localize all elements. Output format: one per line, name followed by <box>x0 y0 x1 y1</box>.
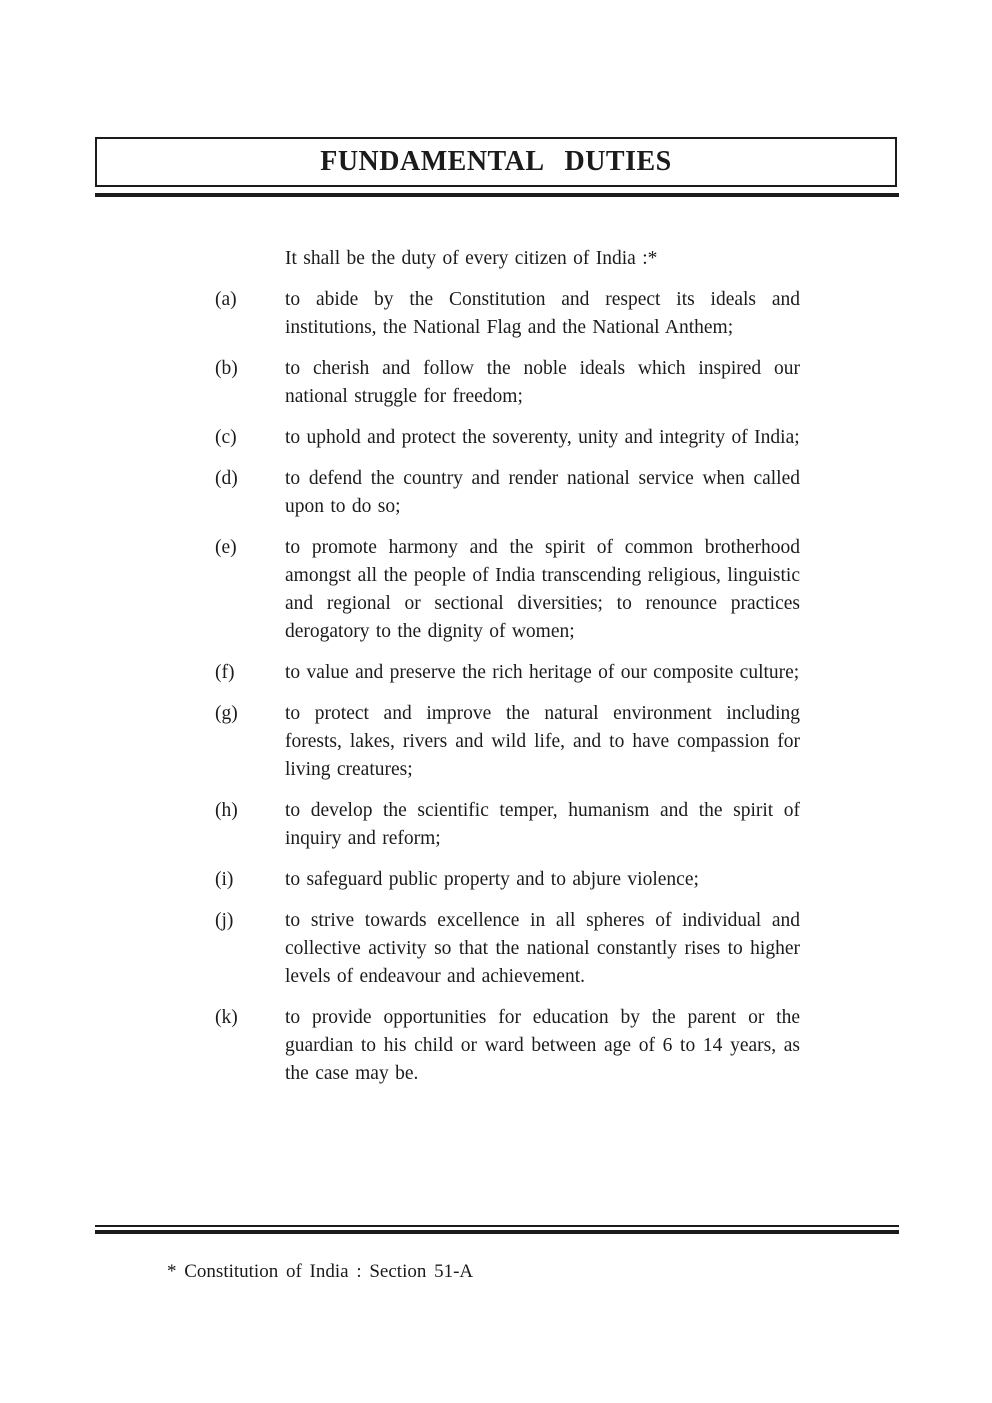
duty-text: to promote harmony and the spirit of common brotherhood amongst all the people of India transcending religious, linguistic and regional or sectional diversities; to renounce practices derogatory to the dignity of women; <box>285 537 800 642</box>
title-box <box>95 137 897 187</box>
duty-label: (j) <box>215 910 234 931</box>
duty-label: (i) <box>215 869 234 890</box>
duty-item <box>215 355 800 411</box>
duty-item <box>215 907 800 991</box>
separator-thick-rule <box>95 1230 899 1234</box>
duty-item <box>215 465 800 521</box>
duty-label: (b) <box>215 358 238 379</box>
footnote-separator <box>95 1225 899 1234</box>
duty-item <box>215 534 800 646</box>
duty-label: (f) <box>215 662 235 683</box>
duty-label: (d) <box>215 468 238 489</box>
duty-text: to abide by the Constitution and respect its ideals and institutions, the National Flag and the National Anthem; <box>285 289 800 338</box>
duty-text: to safeguard public property and to abjure violence; <box>285 869 699 890</box>
duty-text: to defend the country and render national service when called upon to do so; <box>285 468 800 517</box>
duty-text: to provide opportunities for education by the parent or the guardian to his child or ward between age of 6 to 14 years, as the case may be. <box>285 1007 800 1084</box>
title-underline-rule <box>95 193 899 197</box>
duty-item <box>215 659 800 687</box>
footnote: * Constitution of India : Section 51-A <box>167 1261 474 1282</box>
duty-item <box>215 866 800 894</box>
intro-text: It shall be the duty of every citizen of India :* <box>285 248 658 269</box>
duty-text: to protect and improve the natural environment including forests, lakes, rivers and wild life, and to have compassion for living creatures; <box>285 703 800 780</box>
duty-text: to uphold and protect the soverenty, unity and integrity of India; <box>285 427 800 448</box>
duty-label: (c) <box>215 427 237 448</box>
duty-text: to develop the scientific temper, humanism and the spirit of inquiry and reform; <box>285 800 800 849</box>
duty-item <box>215 286 800 342</box>
duty-item <box>215 797 800 853</box>
separator-thin-rule <box>95 1225 899 1227</box>
duty-label: (e) <box>215 537 237 558</box>
duty-text: to strive towards excellence in all spheres of individual and collective activity so that the national constantly rises to higher levels of endeavour and achievement. <box>285 910 800 987</box>
duty-label: (a) <box>215 289 237 310</box>
page-title: FUNDAMENTAL DUTIES <box>320 146 672 177</box>
duties-section <box>215 245 800 1101</box>
duty-item <box>215 1004 800 1088</box>
duty-text: to cherish and follow the noble ideals which inspired our national struggle for freedom; <box>285 358 800 407</box>
duty-item <box>215 424 800 452</box>
duty-text: to value and preserve the rich heritage of our composite culture; <box>285 662 800 683</box>
duty-label: (k) <box>215 1007 238 1028</box>
duty-label: (g) <box>215 703 238 724</box>
duty-label: (h) <box>215 800 238 821</box>
duty-item <box>215 700 800 784</box>
